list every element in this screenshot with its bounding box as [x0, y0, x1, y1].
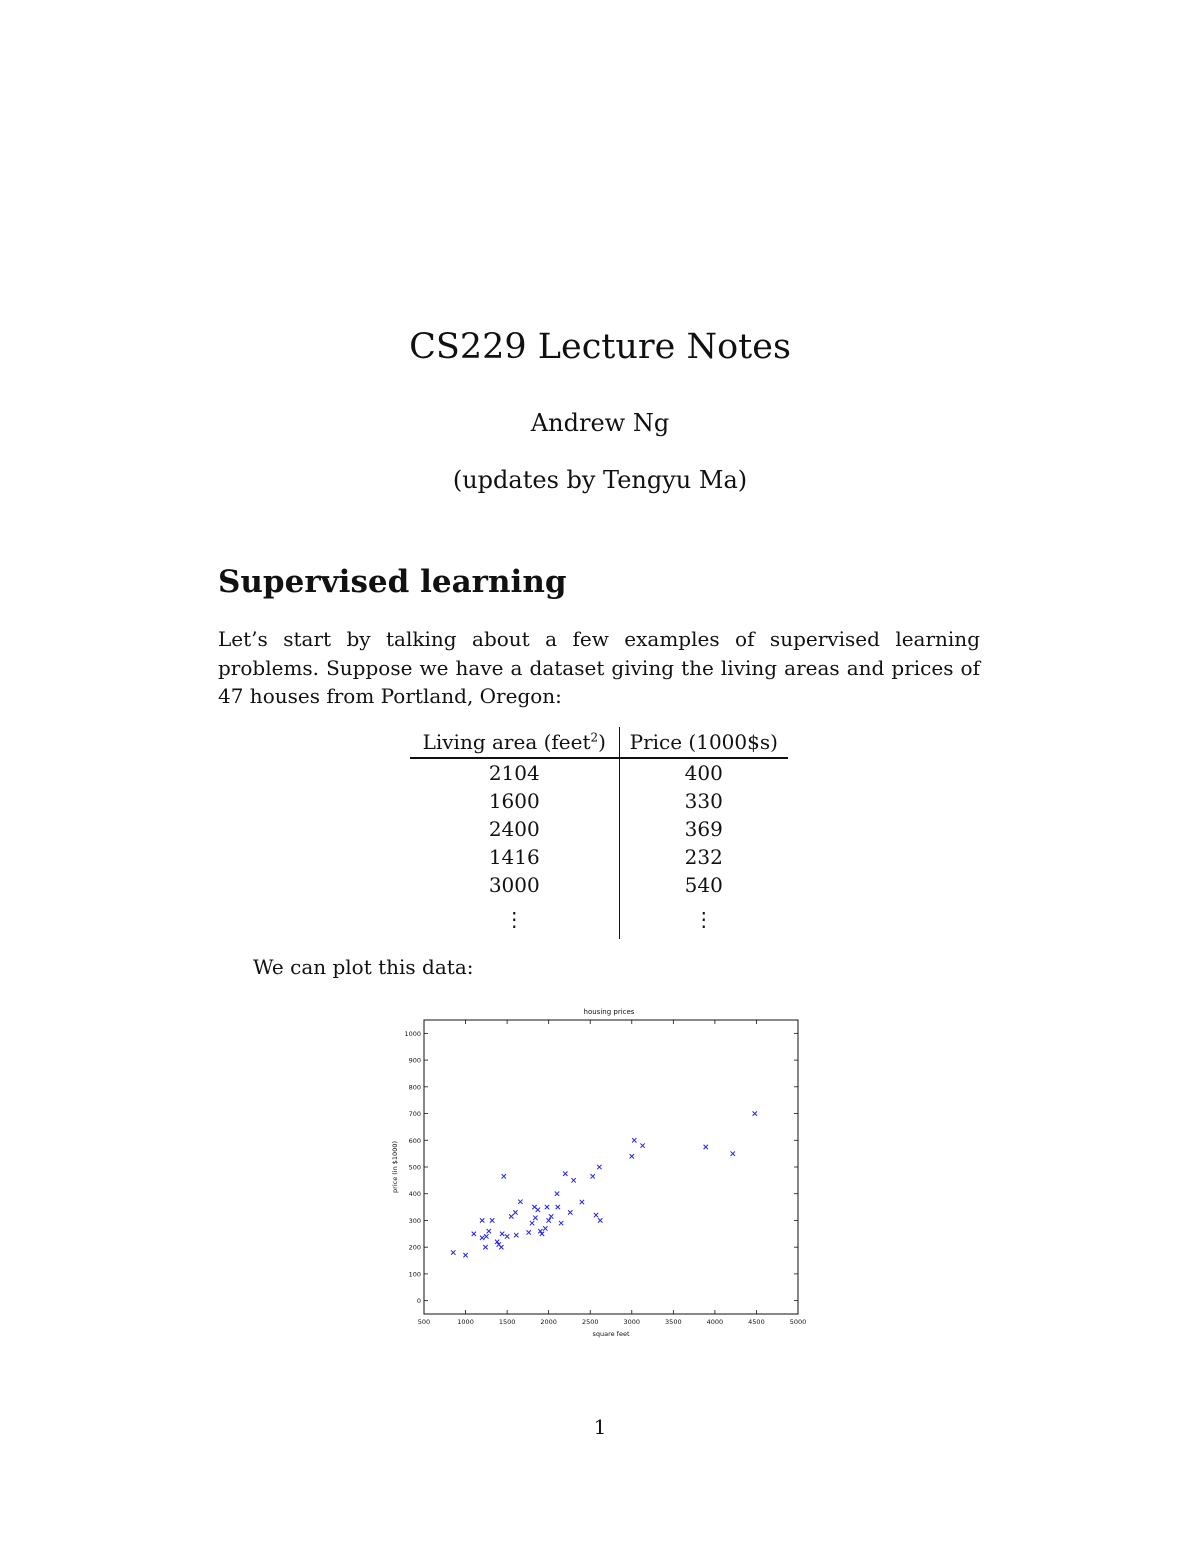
- table-row: [410, 871, 788, 899]
- data-point: [509, 1214, 513, 1218]
- y-axis-label: price (in $1000): [391, 1141, 399, 1193]
- data-point: [632, 1138, 636, 1142]
- data-point: [513, 1210, 517, 1214]
- table-cell-area: 1600: [410, 787, 619, 815]
- table-row: [410, 787, 788, 815]
- table-row-ellipsis: [410, 899, 788, 939]
- data-point: [559, 1221, 563, 1225]
- x-tick-label: 3000: [623, 1318, 641, 1326]
- vertical-ellipsis: ⋮: [410, 899, 619, 939]
- table-cell-price: 330: [684, 789, 723, 813]
- y-tick-label: 900: [408, 1056, 421, 1065]
- x-tick-label: 2000: [540, 1318, 557, 1326]
- y-tick-label: 400: [408, 1190, 421, 1199]
- data-point: [556, 1205, 560, 1209]
- document-title: CS229 Lecture Notes: [409, 327, 791, 367]
- y-tick-label: 600: [408, 1136, 421, 1145]
- data-point: [731, 1151, 735, 1155]
- data-point: [549, 1214, 553, 1218]
- page-number: 1: [593, 1415, 607, 1439]
- y-tick-label: 300: [408, 1216, 421, 1225]
- table-header-living-area: Living area (feet$^2$): [410, 727, 619, 758]
- data-point: [463, 1253, 467, 1257]
- data-point: [594, 1213, 598, 1217]
- y-tick-label: 700: [408, 1110, 421, 1119]
- table-header-price: Price (1000$s): [619, 727, 788, 758]
- data-point: [563, 1171, 567, 1175]
- data-point: [704, 1145, 708, 1149]
- data-point: [505, 1234, 509, 1238]
- plot-frame: [424, 1020, 798, 1314]
- x-tick-label: 3500: [665, 1318, 682, 1326]
- table-cell-price: 540: [684, 873, 723, 897]
- table-cell-area: 1416: [410, 843, 619, 871]
- y-tick-label: 800: [408, 1083, 421, 1092]
- data-point: [545, 1205, 549, 1209]
- plot-intro-text: We can plot this data:: [253, 955, 474, 979]
- data-point: [530, 1221, 534, 1225]
- table-cell-price: 369: [684, 817, 723, 841]
- data-point: [546, 1218, 550, 1222]
- data-point: [487, 1229, 491, 1233]
- vertical-ellipsis: ⋮: [693, 907, 714, 931]
- intro-paragraph: Let’s start by talking about a few examples of supervised learning problems. Suppose we have a dataset giving the living areas and prices of 47 houses from Portland, Oregon:: [218, 627, 980, 708]
- table-row: [410, 815, 788, 843]
- data-point: [580, 1200, 584, 1204]
- data-point: [640, 1143, 644, 1147]
- x-tick-label: 4500: [748, 1318, 765, 1326]
- table-cell-area: 2400: [410, 815, 619, 843]
- x-tick-label: 2500: [581, 1318, 599, 1326]
- data-point: [502, 1174, 506, 1178]
- data-point: [630, 1154, 634, 1158]
- table-cell-area: 3000: [410, 871, 619, 899]
- updates-credit: (updates by Tengyu Ma): [452, 466, 748, 494]
- table-row: [410, 843, 788, 871]
- x-tick-label: 5000: [789, 1318, 807, 1326]
- table-row: [410, 758, 788, 787]
- data-point: [490, 1218, 494, 1222]
- author-name: Andrew Ng: [530, 409, 670, 437]
- data-point: [598, 1218, 602, 1222]
- y-tick-label: 1000: [404, 1029, 421, 1038]
- data-point: [514, 1233, 518, 1237]
- y-tick-label: 200: [408, 1243, 421, 1252]
- data-point: [484, 1234, 488, 1238]
- data-point: [472, 1232, 476, 1236]
- data-point: [533, 1216, 537, 1220]
- data-point: [753, 1111, 757, 1115]
- table-cell-area: 2104: [410, 758, 619, 787]
- data-point: [571, 1178, 575, 1182]
- y-tick-label: 0: [416, 1297, 421, 1306]
- housing-table: [410, 727, 788, 939]
- x-tick-label: 1000: [457, 1318, 474, 1326]
- data-point: [555, 1192, 559, 1196]
- data-point: [597, 1165, 601, 1169]
- chart-title: housing prices: [583, 1008, 635, 1016]
- data-point: [568, 1210, 572, 1214]
- data-point: [500, 1232, 504, 1236]
- data-point: [536, 1208, 540, 1212]
- table-cell-price: 400: [684, 761, 723, 785]
- data-point: [480, 1218, 484, 1222]
- y-tick-label: 500: [408, 1163, 421, 1172]
- x-tick-label: 4000: [706, 1318, 724, 1326]
- data-point: [499, 1245, 503, 1249]
- y-tick-label: 100: [408, 1270, 421, 1279]
- table-cell-price: 232: [684, 845, 723, 869]
- data-point: [483, 1245, 487, 1249]
- data-point: [451, 1250, 455, 1254]
- data-point: [543, 1226, 547, 1230]
- data-point: [480, 1236, 484, 1240]
- section-heading: Supervised learning: [218, 564, 567, 600]
- data-point: [591, 1174, 595, 1178]
- x-axis-label: square feet: [592, 1330, 630, 1338]
- x-tick-label: 500: [417, 1318, 431, 1326]
- data-point: [527, 1230, 531, 1234]
- housing-prices-scatter-chart: [380, 1000, 820, 1345]
- x-tick-label: 1500: [498, 1318, 516, 1326]
- data-point: [518, 1200, 522, 1204]
